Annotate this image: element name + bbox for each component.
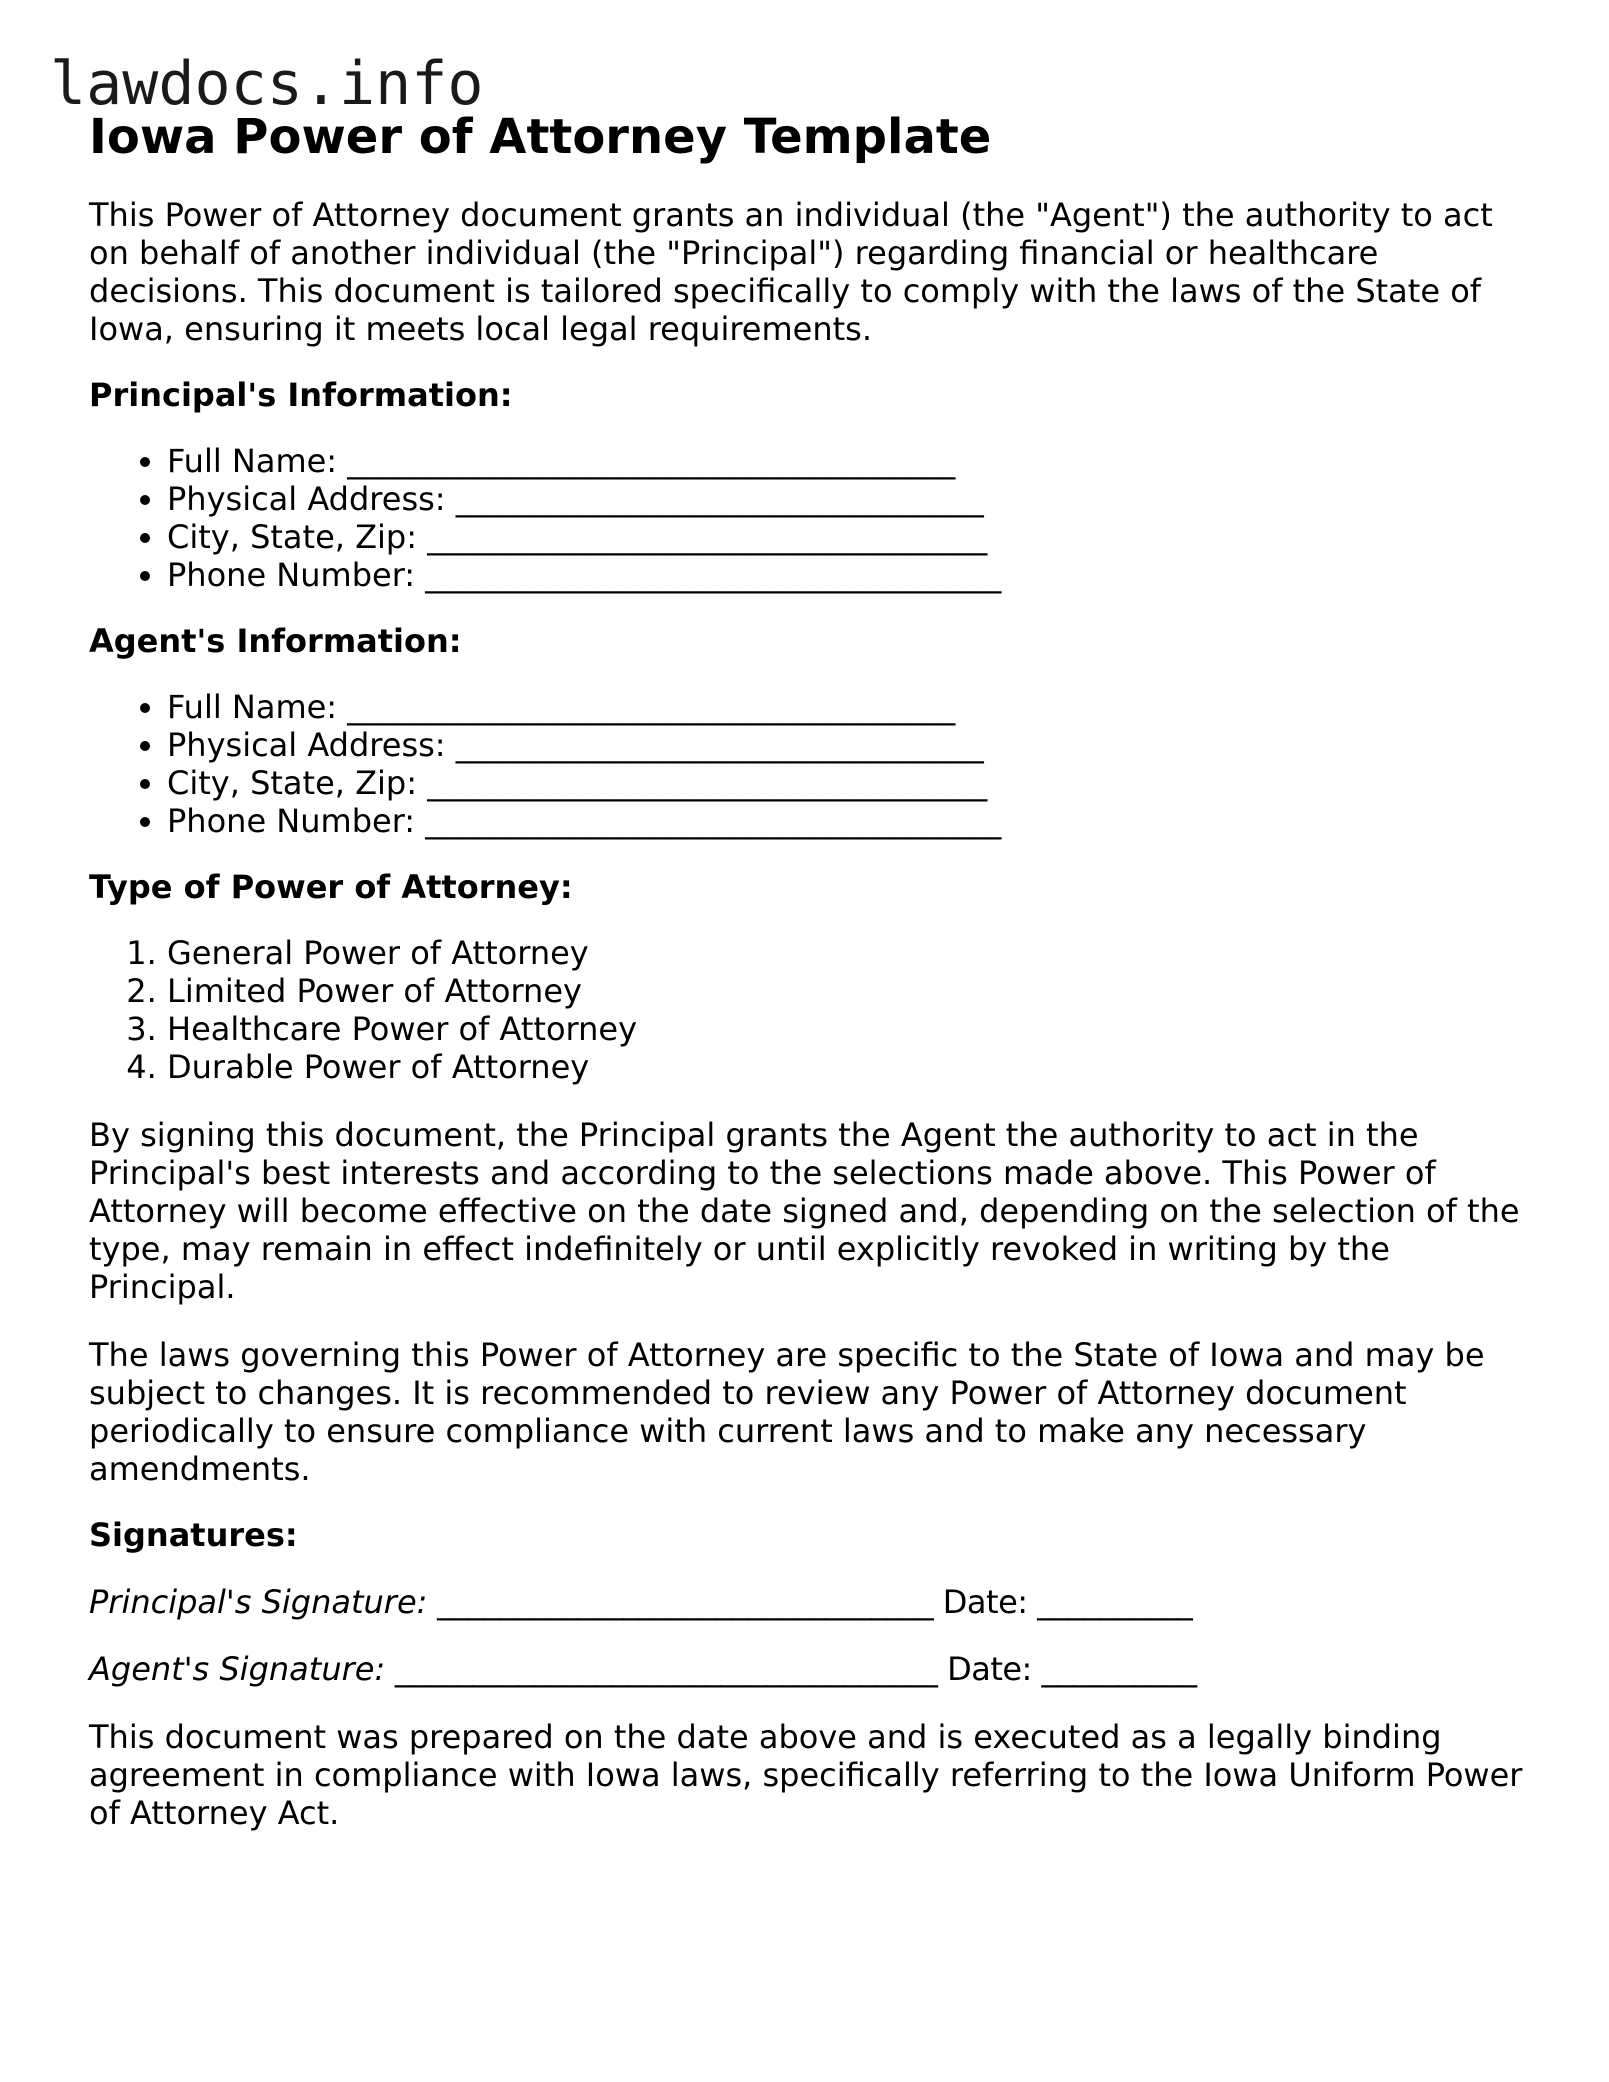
agent-signature-line[interactable] bbox=[89, 1650, 1529, 1688]
principal-signature-line[interactable] bbox=[89, 1583, 1529, 1621]
poa-type-durable: 4. Durable Power of Attorney bbox=[167, 1048, 1529, 1086]
principal-signature-blank[interactable]: ________________________________ Date: __________ bbox=[427, 1583, 1193, 1621]
principal-address-field[interactable]: • Physical Address: _________________________________ bbox=[167, 480, 1529, 518]
principal-city-state-zip-field[interactable]: • City, State, Zip: ___________________________________ bbox=[167, 518, 1529, 556]
document-title: Iowa Power of Attorney Template bbox=[89, 109, 992, 165]
principal-phone-field[interactable]: • Phone Number: ____________________________________ bbox=[167, 556, 1529, 594]
signatures-heading: Signatures: bbox=[89, 1516, 298, 1554]
principal-info-heading: Principal's Information: bbox=[89, 376, 513, 414]
principal-signature-label: Principal's Signature: bbox=[89, 1583, 428, 1621]
poa-type-limited: 2. Limited Power of Attorney bbox=[167, 972, 1529, 1010]
agent-signature-blank[interactable]: ___________________________________ Date: __________ bbox=[385, 1650, 1197, 1688]
signing-paragraph: By signing this document, the Principal grants the Agent the authority to act in the Principal's best interests and according to the selections made above. This Power of Attorney will become effective on the date signed and, depending on the selection of the type, may remain in effect indefinitely or until explicitly revoked in writing by the Principal. bbox=[89, 1116, 1520, 1306]
poa-type-healthcare: 3. Healthcare Power of Attorney bbox=[167, 1010, 1529, 1048]
intro-paragraph: This Power of Attorney document grants an individual (the "Agent") the authority to act on behalf of another individual (the "Principal") regarding financial or healthcare decisions. This document is tailored specifically to comply with the laws of the State of Iowa, ensuring it meets local legal requirements. bbox=[89, 196, 1493, 348]
agent-info-heading: Agent's Information: bbox=[89, 622, 462, 660]
closing-paragraph: This document was prepared on the date above and is executed as a legally binding agreement in compliance with Iowa laws, specifically referring to the Iowa Uniform Power of Attorney Act. bbox=[89, 1718, 1523, 1832]
agent-phone-field[interactable]: • Phone Number: ____________________________________ bbox=[167, 802, 1529, 840]
site-watermark: lawdocs.info bbox=[50, 49, 484, 119]
principal-info-list bbox=[89, 442, 1529, 594]
agent-info-list bbox=[89, 688, 1529, 840]
agent-address-field[interactable]: • Physical Address: _________________________________ bbox=[167, 726, 1529, 764]
laws-paragraph: The laws governing this Power of Attorney are specific to the State of Iowa and may be subject to changes. It is recommended to review any Power of Attorney document periodically to ensure compliance with current laws and to make any necessary amendments. bbox=[89, 1336, 1485, 1488]
document-page bbox=[89, 104, 1529, 1832]
agent-city-state-zip-field[interactable]: • City, State, Zip: ___________________________________ bbox=[167, 764, 1529, 802]
poa-type-heading: Type of Power of Attorney: bbox=[89, 868, 573, 906]
poa-type-general: 1. General Power of Attorney bbox=[167, 934, 1529, 972]
agent-signature-label: Agent's Signature: bbox=[89, 1650, 386, 1688]
principal-full-name-field[interactable]: • Full Name: ______________________________________ bbox=[167, 442, 1529, 480]
agent-full-name-field[interactable]: • Full Name: ______________________________________ bbox=[167, 688, 1529, 726]
poa-type-list bbox=[89, 934, 1529, 1086]
